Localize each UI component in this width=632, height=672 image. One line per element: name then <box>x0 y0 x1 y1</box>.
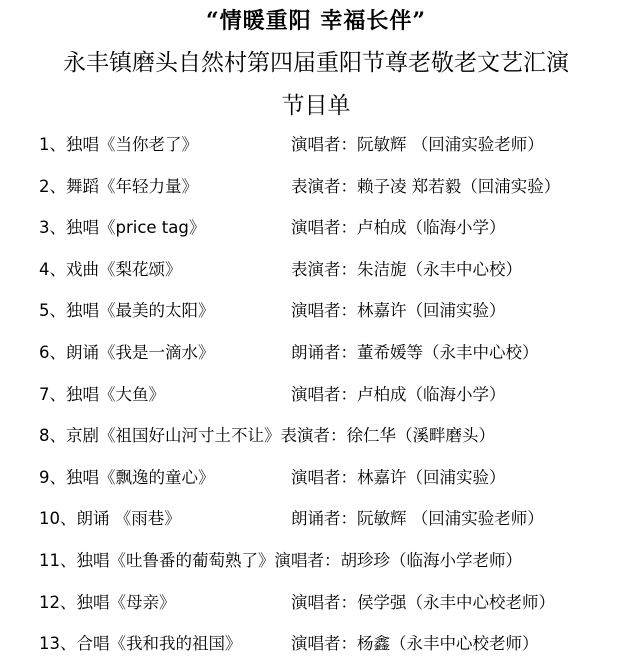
program-item: 3、独唱《price tag》 <box>39 218 206 238</box>
program-performer: 朗诵者：阮敏辉 （回浦实验老师） <box>291 509 544 529</box>
program-row-4 <box>0 256 632 298</box>
program-item: 7、独唱《大鱼》 <box>39 384 165 404</box>
program-row-1 <box>0 131 632 173</box>
program-performer: 演唱者：杨鑫（永丰中心校老师） <box>291 634 539 654</box>
program-list <box>0 131 632 672</box>
program-line <box>39 547 522 575</box>
program-item: 10、朗诵 《雨巷》 <box>39 509 181 529</box>
program-list-heading: 节目单 <box>281 93 351 119</box>
program-item: 1、独唱《当你老了》 <box>39 135 198 154</box>
program-item: 5、独唱《最美的太阳》 <box>39 301 215 321</box>
program-item: 12、独唱《母亲》 <box>39 592 176 612</box>
program-performer: 演唱者：阮敏辉 （回浦实验老师） <box>291 135 544 154</box>
program-row-12 <box>0 589 632 631</box>
program-performer: 表演者：徐仁华（溪畔磨头） <box>280 426 495 446</box>
program-line <box>39 422 495 450</box>
program-row-3 <box>0 214 632 256</box>
program-row-8 <box>0 422 632 464</box>
program-row-6 <box>0 339 632 381</box>
program-item: 11、独唱《吐鲁番的葡萄熟了》 <box>39 550 275 570</box>
program-performer: 演唱者：林嘉许（回浦实验） <box>291 467 506 487</box>
program-row-2 <box>0 173 632 215</box>
program-row-11 <box>0 547 632 589</box>
program-performer: 演唱者：胡珍珍（临海小学老师） <box>274 550 522 570</box>
program-item: 4、戏曲《梨花颂》 <box>39 259 182 279</box>
program-row-10 <box>0 505 632 547</box>
program-item: 8、京剧《祖国好山河寸土不让》 <box>39 426 281 446</box>
program-performer: 演唱者：侯学强（永丰中心校老师） <box>291 592 555 612</box>
program-performer: 表演者：赖子凌 郑若毅（回浦实验） <box>291 176 561 196</box>
program-performer: 朗诵者：董希媛等（永丰中心校） <box>291 342 539 362</box>
program-row-13 <box>0 630 632 672</box>
program-performer: 演唱者：卢柏成（临海小学） <box>291 384 506 404</box>
document-title: “情暖重阳 幸福长伴” <box>206 8 426 34</box>
program-item: 13、合唱《我和我的祖国》 <box>39 634 242 654</box>
program-performer: 演唱者：林嘉许（回浦实验） <box>291 301 506 321</box>
program-item: 9、独唱《飘逸的童心》 <box>39 467 215 487</box>
program-performer: 演唱者：卢柏成（临海小学） <box>291 218 506 238</box>
program-item: 2、舞蹈《年轻力量》 <box>39 176 198 196</box>
program-item: 6、朗诵《我是一滴水》 <box>39 342 215 362</box>
program-row-7 <box>0 381 632 423</box>
program-row-9 <box>0 464 632 506</box>
program-performer: 表演者：朱洁旎（永丰中心校） <box>291 259 522 279</box>
program-row-5 <box>0 297 632 339</box>
document-subtitle: 永丰镇磨头自然村第四届重阳节尊老敬老文艺汇演 <box>63 50 569 76</box>
